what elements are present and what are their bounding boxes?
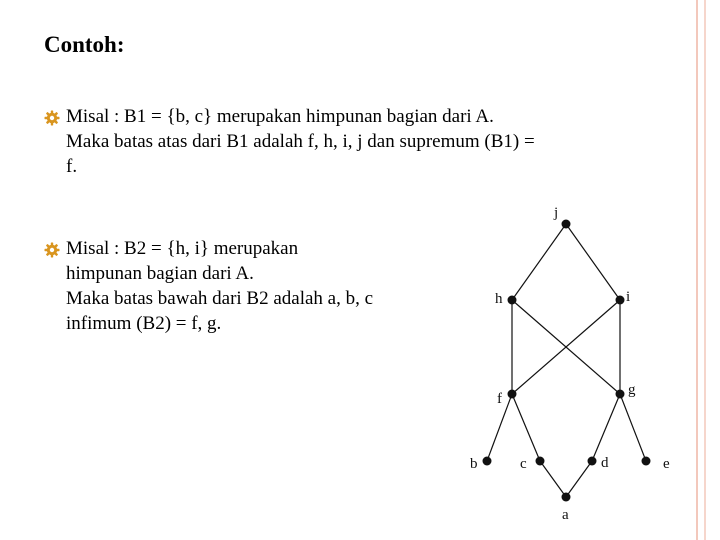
bullet-1-line-1: Misal : B1 = {b, c} merupakan himpunan bagian dari A. xyxy=(66,106,494,127)
node-h xyxy=(508,296,517,305)
bullet-1-line-3: f. xyxy=(66,156,78,177)
node-c xyxy=(536,457,545,466)
node-f xyxy=(508,390,517,399)
node-label-f: f xyxy=(497,391,502,407)
gear-icon xyxy=(44,242,60,258)
gear-icon xyxy=(44,110,60,126)
bullet-1-text xyxy=(66,104,535,179)
hasse-diagram xyxy=(455,200,685,530)
node-label-g: g xyxy=(628,382,636,398)
node-g xyxy=(616,390,625,399)
edge-line-inner xyxy=(704,0,706,540)
node-j xyxy=(562,220,571,229)
node-label-b: b xyxy=(470,456,478,472)
bullet-2-line-2: himpunan bagian dari A. xyxy=(66,263,254,284)
node-e xyxy=(642,457,651,466)
node-label-e: e xyxy=(663,456,670,472)
node-a xyxy=(562,493,571,502)
bullet-2-line-4: infimum (B2) = f, g. xyxy=(66,313,222,334)
bullet-2-line-3: Maka batas bawah dari B2 adalah a, b, c xyxy=(66,288,374,309)
node-d xyxy=(588,457,597,466)
bullet-2-line-1: Misal : B2 = {h, i} merupakan xyxy=(66,238,299,259)
slide-title: Contoh: xyxy=(44,32,125,57)
node-i xyxy=(616,296,625,305)
node-label-a: a xyxy=(562,507,569,523)
node-label-h: h xyxy=(495,291,503,307)
bullet-2-text xyxy=(66,236,373,336)
slide-edge-decoration xyxy=(690,0,720,540)
node-label-i: i xyxy=(626,289,631,305)
node-label-j: j xyxy=(554,205,559,221)
diagram-background xyxy=(455,200,685,530)
bullet-1-line-2: Maka batas atas dari B1 adalah f, h, i, j dan supremum (B1) = xyxy=(66,131,535,152)
node-b xyxy=(483,457,492,466)
node-label-d: d xyxy=(601,455,609,471)
node-label-c: c xyxy=(520,456,527,472)
edge-line-outer xyxy=(696,0,698,540)
